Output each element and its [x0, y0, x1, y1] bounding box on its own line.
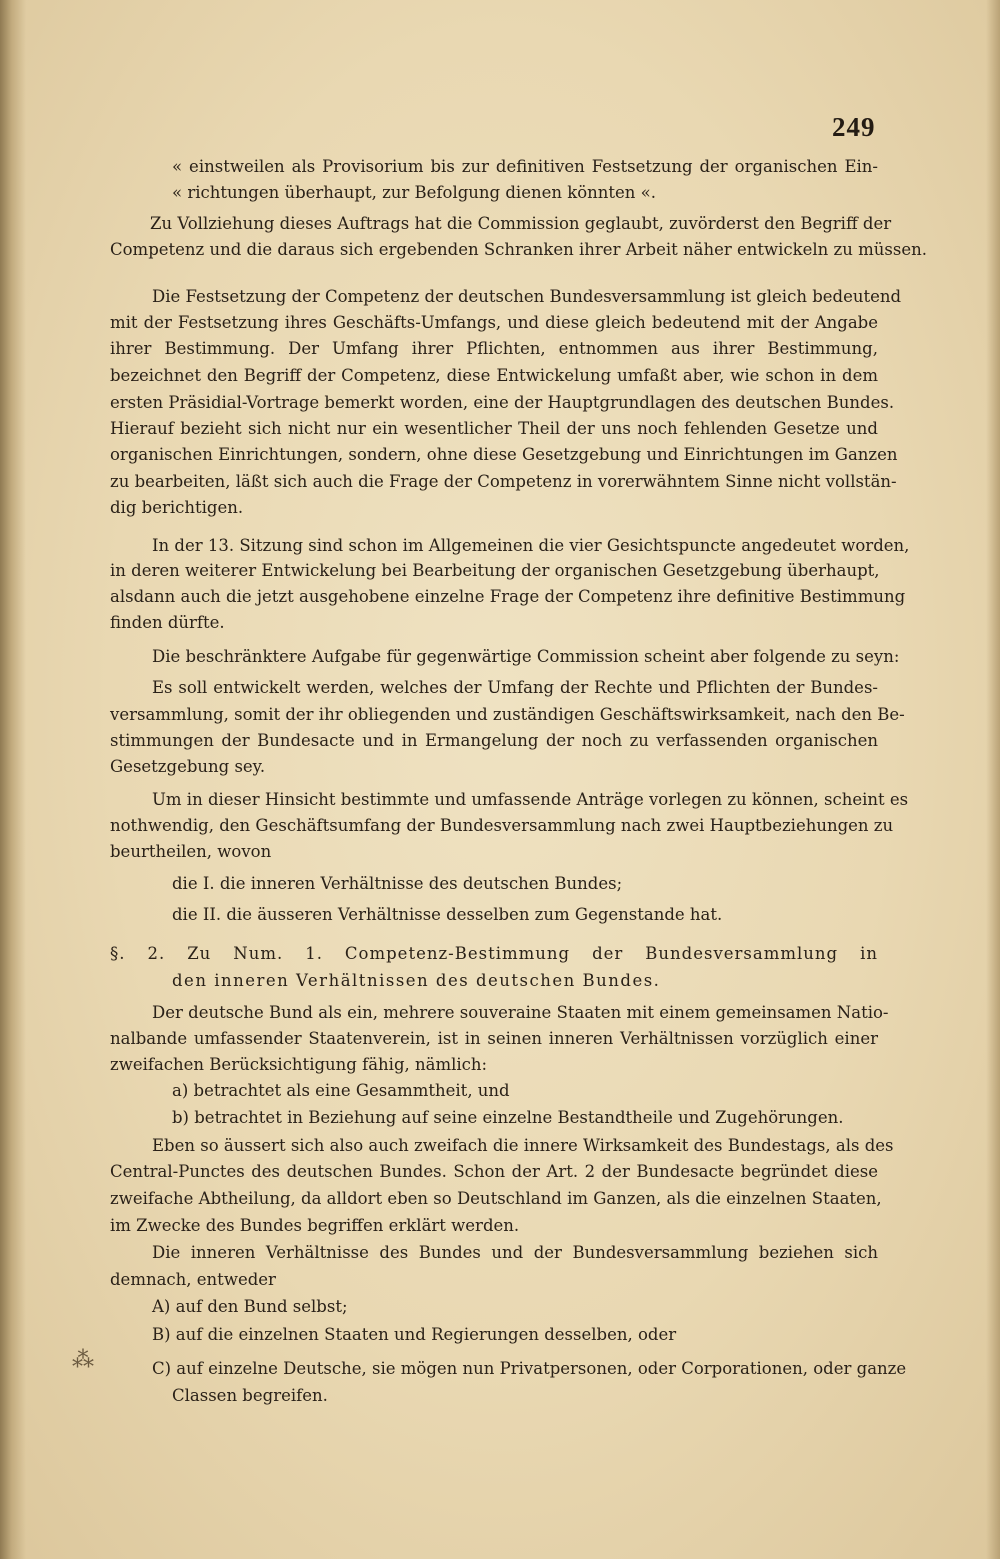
text-line: organischen Einrichtungen, sondern, ohne diese Gesetzgebung und Einrichtungen im Ganzen: [110, 445, 898, 464]
text-line: beurtheilen, wovon: [110, 842, 272, 861]
margin-ink-mark: ⁂: [72, 1348, 94, 1373]
list-item: a) betrachtet als eine Gesammtheit, und: [172, 1081, 510, 1100]
text-line: Es soll entwickelt werden, welches der Umfang der Rechte und Pflichten der Bundes-: [152, 678, 878, 697]
text-line: nalbande umfassender Staatenverein, ist in seinen inneren Verhältnissen vorzüglich einer: [110, 1029, 878, 1048]
text-line: alsdann auch die jetzt ausgehobene einzelne Frage der Competenz ihre definitive Bestimmung: [110, 587, 906, 606]
text-line: in deren weiterer Entwickelung bei Bearbeitung der organischen Gesetzgebung überhaupt,: [110, 561, 880, 580]
text-line: nothwendig, den Geschäftsumfang der Bundesversammlung nach zwei Hauptbeziehungen zu: [110, 816, 894, 835]
text-line: demnach, entweder: [110, 1270, 276, 1289]
text-line: Um in dieser Hinsicht bestimmte und umfassende Anträge vorlegen zu können, scheint es: [152, 790, 909, 809]
text-line: dig berichtigen.: [110, 498, 244, 517]
text-line: versammlung, somit der ihr obliegenden und zuständigen Geschäftswirksamkeit, nach den Be-: [110, 705, 905, 724]
text-line: mit der Festsetzung ihres Geschäfts-Umfangs, und diese gleich bedeutend mit der Angabe: [110, 313, 878, 332]
page-number: 249: [832, 112, 876, 142]
list-item: b) betrachtet in Beziehung auf seine einzelne Bestandtheile und Zugehörungen.: [172, 1108, 844, 1127]
text-line: zu bearbeiten, läßt sich auch die Frage der Competenz in vorerwähntem Sinne nicht vollstän-: [110, 472, 897, 491]
text-line: « einstweilen als Provisorium bis zur definitiven Festsetzung der organischen Ein-: [172, 157, 878, 176]
text-line: Hierauf bezieht sich nicht nur ein wesentlicher Theil der uns noch fehlenden Gesetze und: [110, 419, 878, 438]
list-item: C) auf einzelne Deutsche, sie mögen nun Privatpersonen, oder Corporationen, oder ganze: [152, 1359, 907, 1378]
text-line: Eben so äussert sich also auch zweifach die innere Wirksamkeit des Bundestags, als des: [152, 1136, 894, 1155]
text-line: Der deutsche Bund als ein, mehrere souveraine Staaten mit einem gemeinsamen Natio-: [152, 1003, 889, 1022]
text-line: Central-Punctes des deutschen Bundes. Schon der Art. 2 der Bundesacte begründet diese: [110, 1162, 878, 1181]
text-line: In der 13. Sitzung sind schon im Allgemeinen die vier Gesichtspuncte angedeutet worden,: [152, 536, 910, 555]
list-item: B) auf die einzelnen Staaten und Regierungen desselben, oder: [152, 1325, 677, 1344]
page-edge-shadow: [986, 0, 1000, 1559]
text-line: stimmungen der Bundesacte und in Ermangelung der noch zu verfassenden organischen: [110, 731, 878, 750]
section-heading: §. 2. Zu Num. 1. Competenz-Bestimmung der Bundesversammlung in: [110, 944, 878, 963]
text-line: Competenz und die daraus sich ergebenden Schranken ihrer Arbeit näher entwickeln zu müssen.: [110, 240, 927, 259]
text-line: im Zwecke des Bundes begriffen erklärt werden.: [110, 1216, 520, 1235]
text-line: ersten Präsidial-Vortrage bemerkt worden, eine der Hauptgrundlagen des deutschen Bundes.: [110, 393, 895, 412]
binding-shadow: [0, 0, 26, 1559]
text-line: Die beschränktere Aufgabe für gegenwärtige Commission scheint aber folgende zu seyn:: [152, 647, 900, 666]
text-line: die II. die äusseren Verhältnisse desselben zum Gegenstande hat.: [172, 905, 723, 924]
text-line: Zu Vollziehung dieses Auftrags hat die Commission geglaubt, zuvörderst den Begriff der: [150, 214, 892, 233]
text-line: ihrer Bestimmung. Der Umfang ihrer Pflichten, entnommen aus ihrer Bestimmung,: [110, 339, 878, 358]
text-line: Die inneren Verhältnisse des Bundes und der Bundesversammlung beziehen sich: [152, 1243, 878, 1262]
list-item: A) auf den Bund selbst;: [152, 1297, 348, 1316]
text-line: Gesetzgebung sey.: [110, 757, 266, 776]
section-heading: den inneren Verhältnissen des deutschen Bundes.: [172, 971, 661, 990]
text-line: zweifache Abtheilung, da alldort eben so Deutschland im Ganzen, als die einzelnen Staaten,: [110, 1189, 882, 1208]
text-line: die I. die inneren Verhältnisse des deutschen Bundes;: [172, 874, 623, 893]
text-line: finden dürfte.: [110, 613, 225, 632]
list-item: Classen begreifen.: [172, 1386, 328, 1405]
text-line: bezeichnet den Begriff der Competenz, diese Entwickelung umfaßt aber, wie schon in dem: [110, 366, 878, 385]
text-line: Die Festsetzung der Competenz der deutschen Bundesversammlung ist gleich bedeutend: [152, 287, 902, 306]
text-line: zweifachen Berücksichtigung fähig, nämlich:: [110, 1055, 488, 1074]
text-line: « richtungen überhaupt, zur Befolgung dienen könnten «.: [172, 183, 657, 202]
